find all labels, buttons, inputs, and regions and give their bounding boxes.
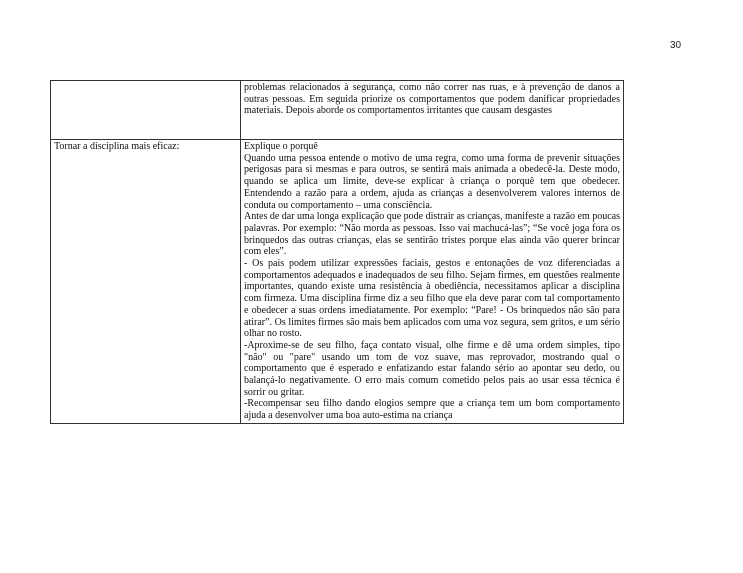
paragraph: -Aproxime-se de seu filho, faça contato visual, olhe firme e dê uma ordem simples, tipo "não" ou "pare" usando um tom de voz suave, mas reprovador, mostrando qual o comportamento que é esperado e enfatizando estar falando sério ao apontar seu dedo, ou balançá-lo negativamente. O erro mais comum cometido pelos pais ao usar essa técnica é sorrir ou gritar. <box>244 339 620 398</box>
page-number: 30 <box>670 40 682 51</box>
table-row <box>51 140 624 424</box>
paragraph: -Recompensar seu filho dando elogios sempre que a criança tem um bom comportamento ajuda a desenvolver uma boa auto-estima na criança <box>244 398 620 422</box>
row-content-cell <box>241 140 624 424</box>
row-label-cell: Tornar a disciplina mais eficaz: <box>51 140 241 424</box>
paragraph: problemas relacionados à segurança, como não correr nas ruas, e à prevenção de danos a outras pessoas. Em seguida priorize os comportamentos que podem danificar propriedades materiais. Depois aborde os comportamentos irritantes que causam desgastes <box>244 82 620 117</box>
row-content-cell <box>241 81 624 140</box>
paragraph: Antes de dar uma longa explicação que pode distrair as crianças, manifeste a razão em poucas palavras. Por exemplo: “Não morda as pessoas. Isso vai machucá-las”; “Se você joga fora os brinquedos das outras crianças, elas se sentirão tristes porque elas ainda vão querer brincar com eles”. <box>244 211 620 258</box>
content-table <box>50 80 624 424</box>
paragraph: - Os pais podem utilizar expressões faciais, gestos e entonações de voz diferenciadas a comportamentos adequados e inadequados de seu filho. Sejam firmes, em questões realmente importantes, quando existe uma resistência à obediência, necessitamos aplicar a disciplina com firmeza. Uma disciplina firme diz a seu filho que ela deve parar com tal comportamento e obedecer a suas ordens imediatamente. Por exemplo: “Pare! - Os brinquedos não são para atirar”. Os limites firmes são mais bem aplicados com uma voz segura, sem gritos, e um sério olhar no rosto. <box>244 258 620 340</box>
paragraph: Quando uma pessoa entende o motivo de uma regra, como uma forma de prevenir situações perigosas para si mesmas e para outros, se sentirá mais animada a obedecê-la. Deste modo, quando se aplica um limite, deve-se explicar à criança o porquê tem que obedecer. Entendendo a razão para a ordem, ajuda as crianças a desenvolverem valores internos de conduta ou comportamento – uma consciência. <box>244 152 620 211</box>
table-row <box>51 81 624 140</box>
section-heading: Explique o porquê <box>244 141 318 152</box>
row-label-cell <box>51 81 241 140</box>
